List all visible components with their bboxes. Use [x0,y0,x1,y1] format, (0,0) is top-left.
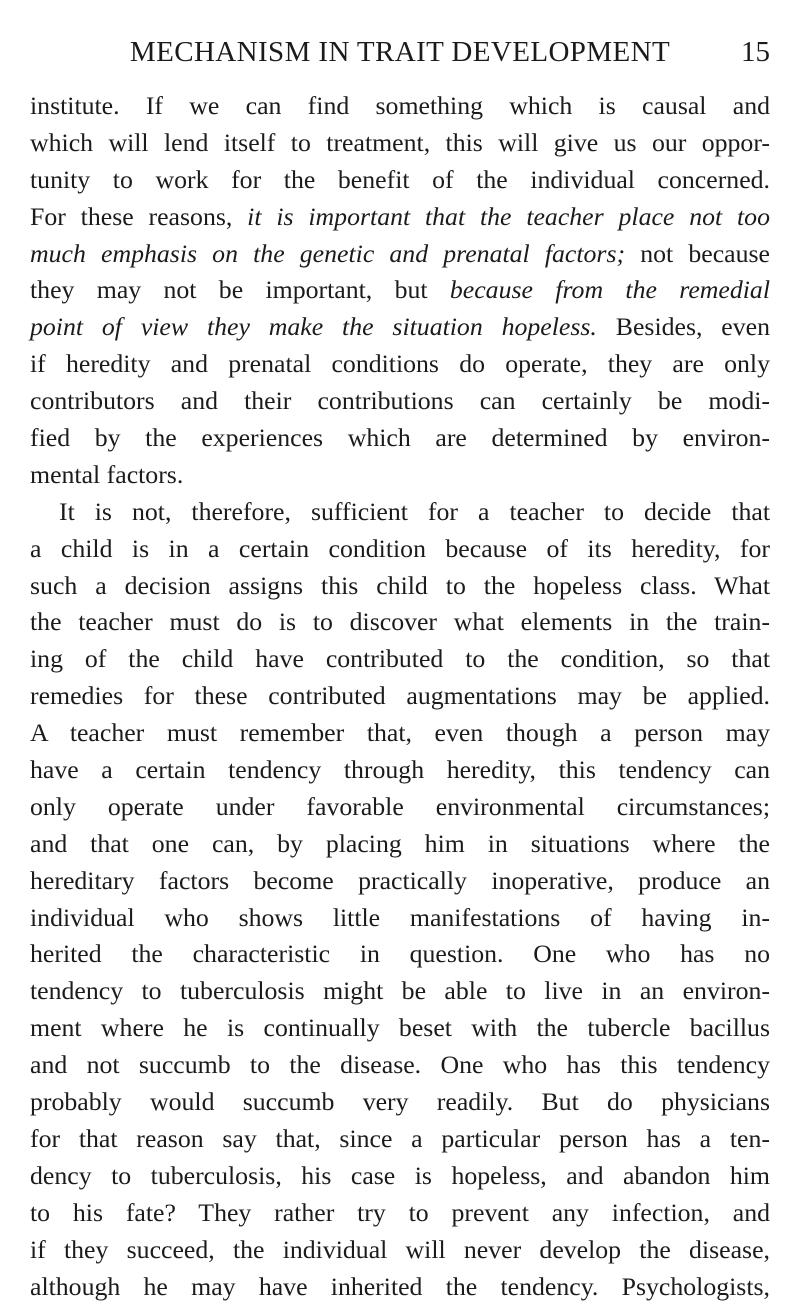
italic-emphasis: it is important that the teacher place not too [247,202,770,231]
text-line: a child is in a certain condition because of its heredity, for [30,531,770,568]
text-line: dency to tuberculosis, his case is hopeless, and abandon him [30,1158,770,1195]
text-line: although he may have inherited the tendency. Psychologists, [30,1269,770,1305]
italic-emphasis: much emphasis on the genetic and prenatal factors; [30,239,625,268]
text-line: the teacher must do is to discover what elements in the train- [30,604,770,641]
text-line: It is not, therefore, sufficient for a teacher to decide that [30,494,770,531]
text-line: contributors and their contributions can certainly be modi- [30,383,770,420]
text-line: only operate under favorable environmental circumstances; [30,789,770,826]
text-line: tunity to work for the benefit of the individual concerned. [30,162,770,199]
text-line: ment where he is continually beset with the tubercle bacillus [30,1010,770,1047]
running-title: MECHANISM IN TRAIT DEVELOPMENT [30,34,770,70]
text-line: mental factors. [30,457,770,494]
text-line: have a certain tendency through heredity, this tendency can [30,752,770,789]
italic-emphasis: because from the remedial [450,275,770,304]
line-segment: not because [625,239,770,268]
text-line: for that reason say that, since a particular person has a ten- [30,1121,770,1158]
text-line: such a decision assigns this child to the hopeless class. What [30,568,770,605]
text-line: probably would succumb very readily. But do physicians [30,1084,770,1121]
text-line: institute. If we can find something which is causal and [30,88,770,125]
text-line: if heredity and prenatal conditions do operate, they are only [30,346,770,383]
text-line: tendency to tuberculosis might be able to live in an environ- [30,973,770,1010]
line-segment: Besides, even [597,312,770,341]
text-line [30,199,770,236]
page-number: 15 [741,34,770,70]
text-line: A teacher must remember that, even though a person may [30,715,770,752]
running-header [30,34,770,74]
line-segment: they may not be important, but [30,275,450,304]
body-text [30,88,770,1305]
text-line [30,236,770,273]
text-line: and not succumb to the disease. One who has this tendency [30,1047,770,1084]
text-line: which will lend itself to treatment, this will give us our oppor- [30,125,770,162]
italic-emphasis: point of view they make the situation hopeless. [30,312,597,341]
text-line [30,272,770,309]
text-line: hereditary factors become practically inoperative, produce an [30,863,770,900]
text-line: individual who shows little manifestations of having in- [30,900,770,937]
text-line: and that one can, by placing him in situations where the [30,826,770,863]
text-line: ing of the child have contributed to the condition, so that [30,641,770,678]
text-line: herited the characteristic in question. One who has no [30,936,770,973]
line-segment: For these reasons, [30,202,247,231]
text-line: to his fate? They rather try to prevent any infection, and [30,1195,770,1232]
text-line [30,309,770,346]
text-line: fied by the experiences which are determined by environ- [30,420,770,457]
text-line: remedies for these contributed augmentations may be applied. [30,678,770,715]
text-line: if they succeed, the individual will never develop the disease, [30,1232,770,1269]
